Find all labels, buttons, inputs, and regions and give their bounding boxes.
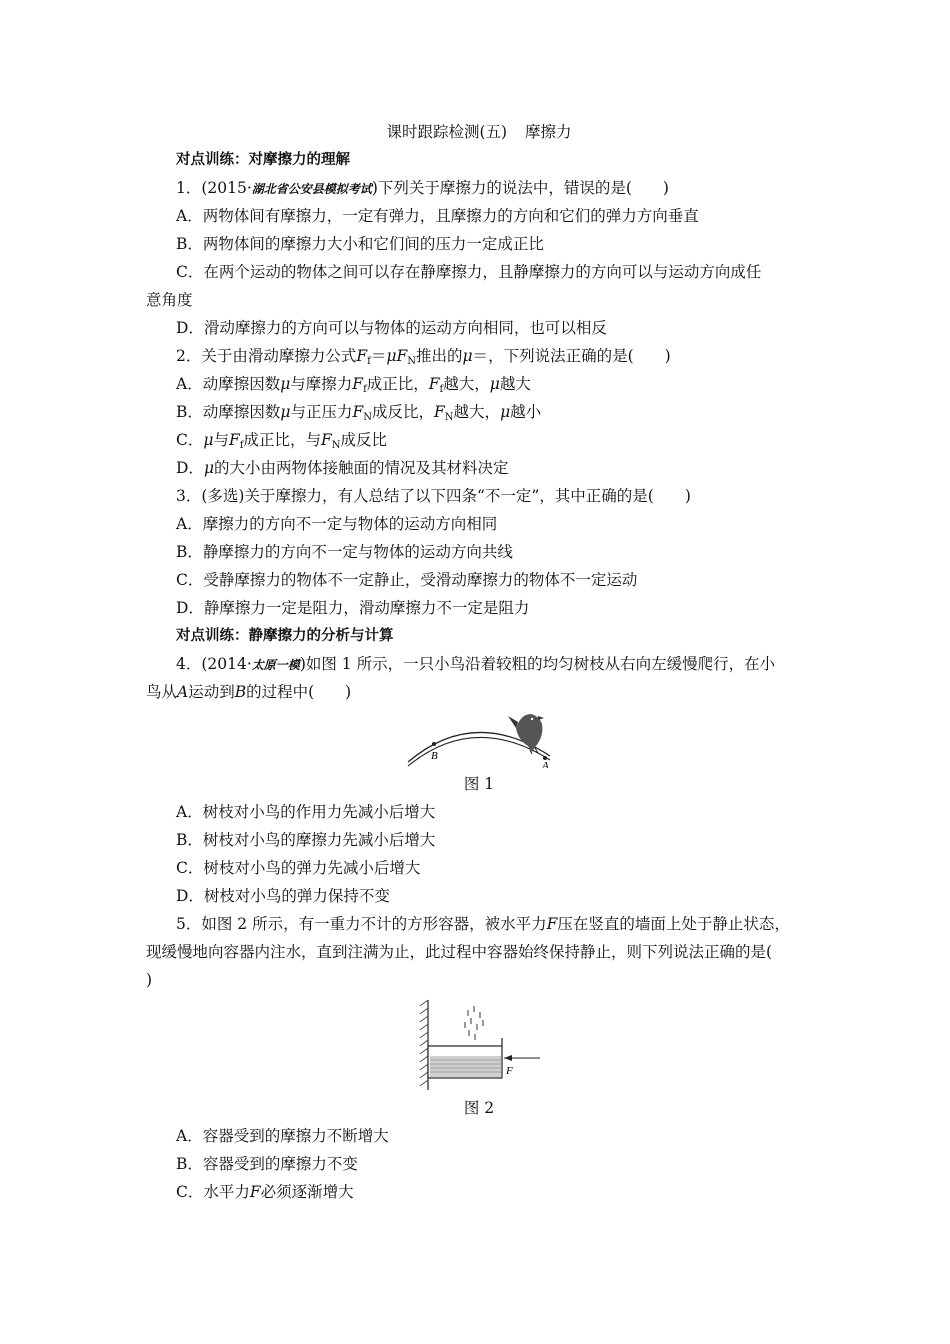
question-4-stem-cont: 鸟从A运动到B的过程中( )	[146, 683, 352, 701]
branch-bird-figure	[404, 706, 554, 768]
q4-option-a: A．树枝对小鸟的作用力先减小后增大	[176, 803, 436, 821]
q3-option-b: B．静摩擦力的方向不一定与物体的运动方向共线	[176, 543, 513, 561]
figure-1-caption: 图 1	[463, 775, 495, 793]
q5-option-c: C．水平力F必须逐渐增大	[176, 1183, 354, 1201]
q1-option-c-cont: 意角度	[146, 291, 193, 309]
q1-option-d: D．滑动摩擦力的方向可以与物体的运动方向相同，也可以相反	[176, 319, 607, 337]
q3-option-a: A．摩擦力的方向不一定与物体的运动方向相同	[176, 515, 498, 533]
q1-option-c: C．在两个运动的物体之间可以存在静摩擦力，且静摩擦力的方向可以与运动方向成任	[176, 263, 762, 281]
q4-option-d: D．树枝对小鸟的弹力保持不变	[176, 887, 390, 905]
q2-option-d: D．μ的大小由两物体接触面的情况及其材料决定	[176, 459, 509, 477]
section-heading-2: 对点训练：静摩擦力的分析与计算	[176, 628, 394, 644]
q3-option-d: D．静摩擦力一定是阻力，滑动摩擦力不一定是阻力	[176, 599, 530, 617]
q3-option-c: C．受静摩擦力的物体不一定静止，受滑动摩擦力的物体不一定运动	[176, 571, 638, 589]
q1-option-a: A．两物体间有摩擦力，一定有弹力，且摩擦力的方向和它们的弹力方向垂直	[176, 207, 699, 225]
question-1-stem: 1．(2015·湖北省公安县模拟考试)下列关于摩擦力的说法中，错误的是( )	[176, 179, 669, 197]
q2-option-a: A．动摩擦因数μ与摩擦力$F_f$成正比，$F_f$越大，μ越大	[176, 375, 531, 395]
water-drops-icon	[465, 1006, 483, 1040]
page-title: 课时跟踪检测(五) 摩擦力	[386, 123, 572, 141]
q4-option-c: C．树枝对小鸟的弹力先减小后增大	[176, 859, 421, 877]
q2-option-c: C．μ与$F_f$成正比，与$F_N$成反比	[176, 431, 387, 451]
point-a-label: A	[542, 760, 549, 768]
force-f-label: F	[506, 1065, 513, 1077]
question-4-stem: 4．(2014·太原一模)如图 1 所示，一只小鸟沿着较粗的均匀树枝从右向左缓慢爬行，在小	[176, 655, 776, 673]
wall-hatch-icon	[420, 1000, 428, 1090]
q2-option-b: B．动摩擦因数μ与正压力$F_N$成反比，$F_N$越大，μ越小	[176, 403, 542, 423]
section-heading-1: 对点训练：对摩擦力的理解	[176, 152, 350, 168]
container-icon	[428, 1038, 502, 1078]
question-5-stem: 5．如图 2 所示，有一重力不计的方形容器，被水平力F压在竖直的墙面上处于静止状态，	[176, 915, 790, 933]
force-arrow-icon	[504, 1055, 540, 1061]
worksheet-page	[146, 118, 812, 1206]
q5-option-a: A．容器受到的摩擦力不断增大	[176, 1127, 389, 1145]
bird-icon	[508, 714, 544, 754]
q4-option-b: B．树枝对小鸟的摩擦力先减小后增大	[176, 831, 436, 849]
container-wall-figure	[414, 998, 544, 1094]
q1-option-b: B．两物体间的摩擦力大小和它们间的压力一定成正比	[176, 235, 544, 253]
question-5-stem-end: )	[146, 971, 153, 989]
question-3-stem: 3．(多选)关于摩擦力，有人总结了以下四条“不一定”，其中正确的是( )	[176, 487, 691, 505]
q5-option-b: B．容器受到的摩擦力不变	[176, 1155, 358, 1173]
figure-2-caption: 图 2	[463, 1099, 495, 1117]
figure-2	[146, 998, 812, 1094]
point-b-label: B	[431, 750, 438, 762]
question-2-stem: 2．关于由滑动摩擦力公式$F_f=\mu F_N$推出的μ＝，下列说法正确的是( )	[176, 347, 671, 367]
question-5-stem-cont: 现缓慢地向容器内注水，直到注满为止，此过程中容器始终保持静止，则下列说法正确的是(	[146, 943, 773, 961]
figure-1	[146, 706, 812, 768]
